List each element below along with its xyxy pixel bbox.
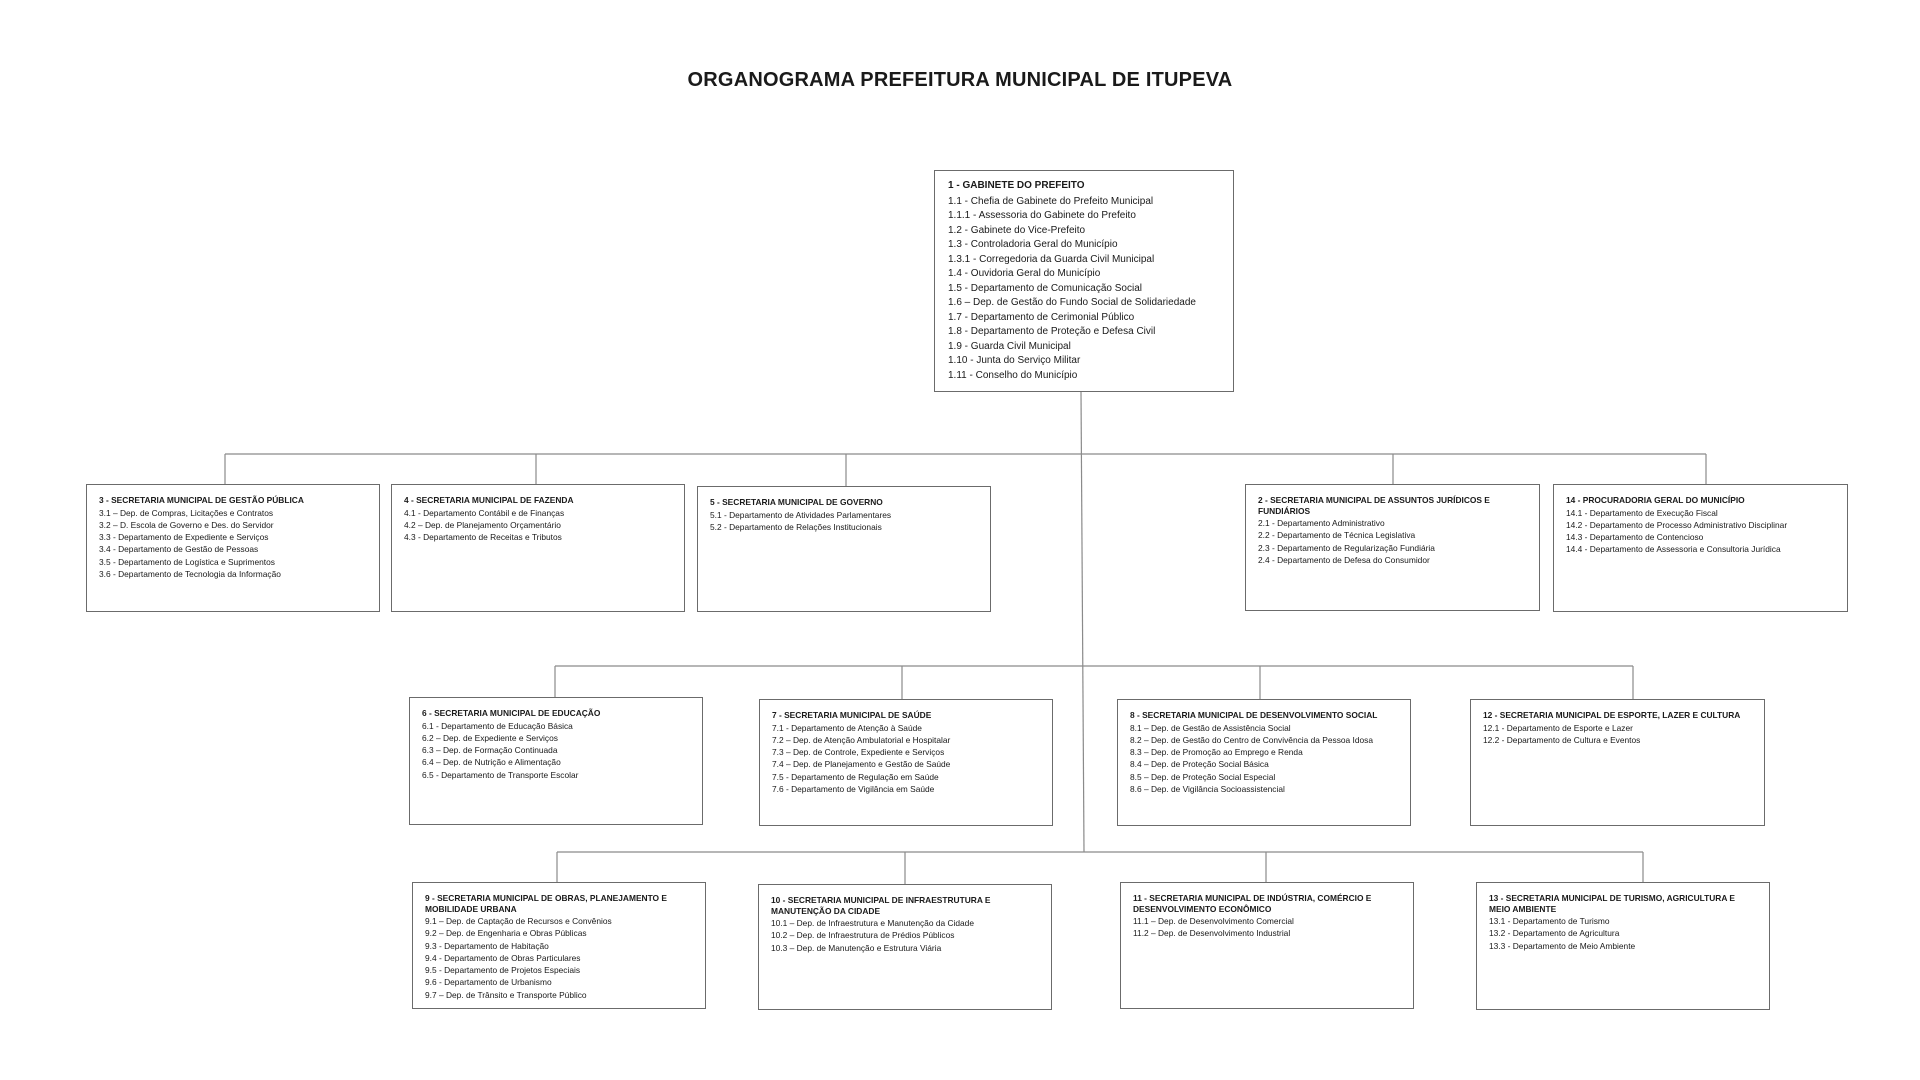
box-secretaria-obras-planejamento <box>412 882 706 1009</box>
box-item: 5.2 - Departamento de Relações Institucionais <box>710 521 882 532</box>
box-item: 1.5 - Departamento de Comunicação Social <box>948 282 1142 294</box>
box-item: 6.5 - Departamento de Transporte Escolar <box>422 769 579 780</box>
box-item: 2.1 - Departamento Administrativo <box>1258 518 1385 528</box>
box-item: 1.8 - Departamento de Proteção e Defesa Civil <box>948 326 1156 337</box>
box-item: 1.1.1 - Assessoria do Gabinete do Prefeito <box>948 210 1136 221</box>
box-item: 6.2 – Dep. de Expediente e Serviços <box>422 732 558 743</box>
box-item: 14.3 - Departamento de Contencioso <box>1566 532 1704 543</box>
box-item: 1.3.1 - Corregedoria da Guarda Civil Municipal <box>948 253 1155 265</box>
box-secretaria-governo <box>697 486 991 612</box>
box-item: 8.3 – Dep. de Promoção ao Emprego e Renda <box>1130 747 1303 758</box>
box-item: 7.1 - Departamento de Atenção à Saúde <box>772 722 922 733</box>
box-item: 7.5 - Departamento de Regulação em Saúde <box>772 771 939 782</box>
box-item: 9.3 - Departamento de Habitação <box>425 940 549 951</box>
box-title: 8 - SECRETARIA MUNICIPAL DE DESENVOLVIMENTO SOCIAL <box>1130 710 1378 720</box>
box-item: 12.1 - Departamento de Esporte e Lazer <box>1483 722 1633 733</box>
box-item: 1.2 - Gabinete do Vice-Prefeito <box>948 224 1086 236</box>
box-item: 11.2 – Dep. de Desenvolvimento Industrial <box>1133 928 1291 939</box>
box-item: 1.1 - Chefia de Gabinete do Prefeito Municipal <box>948 195 1154 207</box>
box-item: 4.1 - Departamento Contábil e de Finanças <box>404 507 565 518</box>
box-item: 14.1 - Departamento de Execução Fiscal <box>1566 507 1718 518</box>
box-title: 1 - GABINETE DO PREFEITO <box>948 180 1085 191</box>
box-item: 3.1 – Dep. de Compras, Licitações e Contratos <box>99 507 274 518</box>
trunk-line <box>1081 392 1084 852</box>
box-title: 7 - SECRETARIA MUNICIPAL DE SAÚDE <box>772 710 932 720</box>
box-title: 9 - SECRETARIA MUNICIPAL DE OBRAS, PLANEJAMENTO E MOBILIDADE URBANA <box>425 893 667 914</box>
page-title: ORGANOGRAMA PREFEITURA MUNICIPAL DE ITUPEVA <box>687 69 1233 91</box>
box-item: 7.2 – Dep. de Atenção Ambulatorial e Hospitalar <box>772 734 951 745</box>
box-item: 3.4 - Departamento de Gestão de Pessoas <box>99 544 259 555</box>
box-secretaria-desenvolvimento-social <box>1117 699 1411 826</box>
box-item: 5.1 - Departamento de Atividades Parlamentares <box>710 509 892 520</box>
box-item: 9.5 - Departamento de Projetos Especiais <box>425 965 581 976</box>
box-item: 1.10 - Junta do Serviço Militar <box>948 355 1081 366</box>
box-gabinete-do-prefeito <box>934 170 1234 392</box>
box-item: 1.3 - Controladoria Geral do Município <box>948 239 1118 250</box>
box-item: 2.3 - Departamento de Regularização Fundiária <box>1258 542 1435 553</box>
box-title: 6 - SECRETARIA MUNICIPAL DE EDUCAÇÃO <box>422 708 601 718</box>
box-item: 10.2 – Dep. de Infraestrutura de Prédios Públicos <box>771 930 955 941</box>
box-item: 13.1 - Departamento de Turismo <box>1489 916 1610 926</box>
box-secretaria-saude <box>759 699 1053 826</box>
box-secretaria-assuntos-juridicos <box>1245 484 1540 611</box>
box-secretaria-esporte-lazer-cultura <box>1470 699 1765 826</box>
box-item: 9.1 – Dep. de Captação de Recursos e Convênios <box>425 916 612 926</box>
box-item: 3.6 - Departamento de Tecnologia da Informação <box>99 568 281 579</box>
box-secretaria-educacao <box>409 697 703 825</box>
box-title: 13 - SECRETARIA MUNICIPAL DE TURISMO, AGRICULTURA E MEIO AMBIENTE <box>1489 893 1735 914</box>
box-item: 10.1 – Dep. de Infraestrutura e Manutenção da Cidade <box>771 918 974 928</box>
box-item: 10.3 – Dep. de Manutenção e Estrutura Viária <box>771 942 942 953</box>
box-item: 9.6 - Departamento de Urbanismo <box>425 977 552 988</box>
box-title: 11 - SECRETARIA MUNICIPAL DE INDÚSTRIA, COMÉRCIO E DESENVOLVIMENTO ECONÔMICO <box>1133 893 1372 914</box>
box-title: 3 - SECRETARIA MUNICIPAL DE GESTÃO PÚBLICA <box>99 495 304 505</box>
box-item: 6.4 – Dep. de Nutrição e Alimentação <box>422 757 561 768</box>
box-item: 9.4 - Departamento de Obras Particulares <box>425 952 581 963</box>
box-item: 14.4 - Departamento de Assessoria e Consultoria Jurídica <box>1566 544 1781 555</box>
box-item: 6.1 - Departamento de Educação Básica <box>422 720 573 731</box>
box-item: 13.2 - Departamento de Agricultura <box>1489 928 1620 939</box>
box-item: 3.5 - Departamento de Logística e Suprimentos <box>99 556 275 567</box>
box-item: 4.2 – Dep. de Planejamento Orçamentário <box>404 519 561 530</box>
box-item: 8.5 – Dep. de Proteção Social Especial <box>1130 771 1276 782</box>
box-item: 14.2 - Departamento de Processo Administrativo Disciplinar <box>1566 519 1788 530</box>
box-item: 9.7 – Dep. de Trânsito e Transporte Público <box>425 989 587 1000</box>
box-item: 12.2 - Departamento de Cultura e Eventos <box>1483 734 1641 745</box>
box-item: 8.2 – Dep. de Gestão do Centro de Convivência da Pessoa Idosa <box>1130 734 1374 745</box>
box-item: 8.4 – Dep. de Proteção Social Básica <box>1130 759 1269 770</box>
box-item: 1.6 – Dep. de Gestão do Fundo Social de Solidariedade <box>948 297 1196 308</box>
box-secretaria-infraestrutura <box>758 884 1052 1010</box>
box-item: 7.4 – Dep. de Planejamento e Gestão de Saúde <box>772 759 951 770</box>
box-secretaria-gestao-publica <box>86 484 380 612</box>
box-item: 1.4 - Ouvidoria Geral do Município <box>948 268 1101 279</box>
box-item: 2.2 - Departamento de Técnica Legislativa <box>1258 530 1416 541</box>
box-item: 7.6 - Departamento de Vigilância em Saúde <box>772 783 935 794</box>
box-procuradoria-geral <box>1553 484 1848 612</box>
box-item: 2.4 - Departamento de Defesa do Consumidor <box>1258 554 1430 565</box>
box-title: 12 - SECRETARIA MUNICIPAL DE ESPORTE, LAZER E CULTURA <box>1483 710 1741 720</box>
box-title: 10 - SECRETARIA MUNICIPAL DE INFRAESTRUTURA E MANUTENÇÃO DA CIDADE <box>771 895 991 916</box>
box-item: 13.3 - Departamento de Meio Ambiente <box>1489 940 1636 951</box>
box-item: 1.7 - Departamento de Cerimonial Público <box>948 311 1135 323</box>
box-item: 3.3 - Departamento de Expediente e Serviços <box>99 532 269 543</box>
box-item: 7.3 – Dep. de Controle, Expediente e Serviços <box>772 747 945 758</box>
box-title: 2 - SECRETARIA MUNICIPAL DE ASSUNTOS JURÍDICOS E FUNDIÁRIOS <box>1258 495 1490 516</box>
box-item: 9.2 – Dep. de Engenharia e Obras Públicas <box>425 928 587 939</box>
box-item: 1.11 - Conselho do Município <box>948 369 1078 381</box>
box-item: 1.9 - Guarda Civil Municipal <box>948 340 1071 352</box>
box-item: 11.1 – Dep. de Desenvolvimento Comercial <box>1133 916 1294 926</box>
box-title: 14 - PROCURADORIA GERAL DO MUNICÍPIO <box>1566 495 1745 505</box>
box-item: 4.3 - Departamento de Receitas e Tributos <box>404 532 562 543</box>
box-item: 8.6 – Dep. de Vigilância Socioassistencial <box>1130 783 1285 794</box>
box-title: 4 - SECRETARIA MUNICIPAL DE FAZENDA <box>404 495 574 505</box>
box-secretaria-turismo-agricultura <box>1476 882 1770 1010</box>
box-item: 3.2 – D. Escola de Governo e Des. do Servidor <box>99 519 274 530</box>
box-item: 6.3 – Dep. de Formação Continuada <box>422 745 558 756</box>
box-title: 5 - SECRETARIA MUNICIPAL DE GOVERNO <box>710 497 883 507</box>
box-secretaria-fazenda <box>391 484 685 612</box>
box-item: 8.1 – Dep. de Gestão de Assistência Social <box>1130 722 1291 733</box>
box-secretaria-industria-comercio <box>1120 882 1414 1009</box>
